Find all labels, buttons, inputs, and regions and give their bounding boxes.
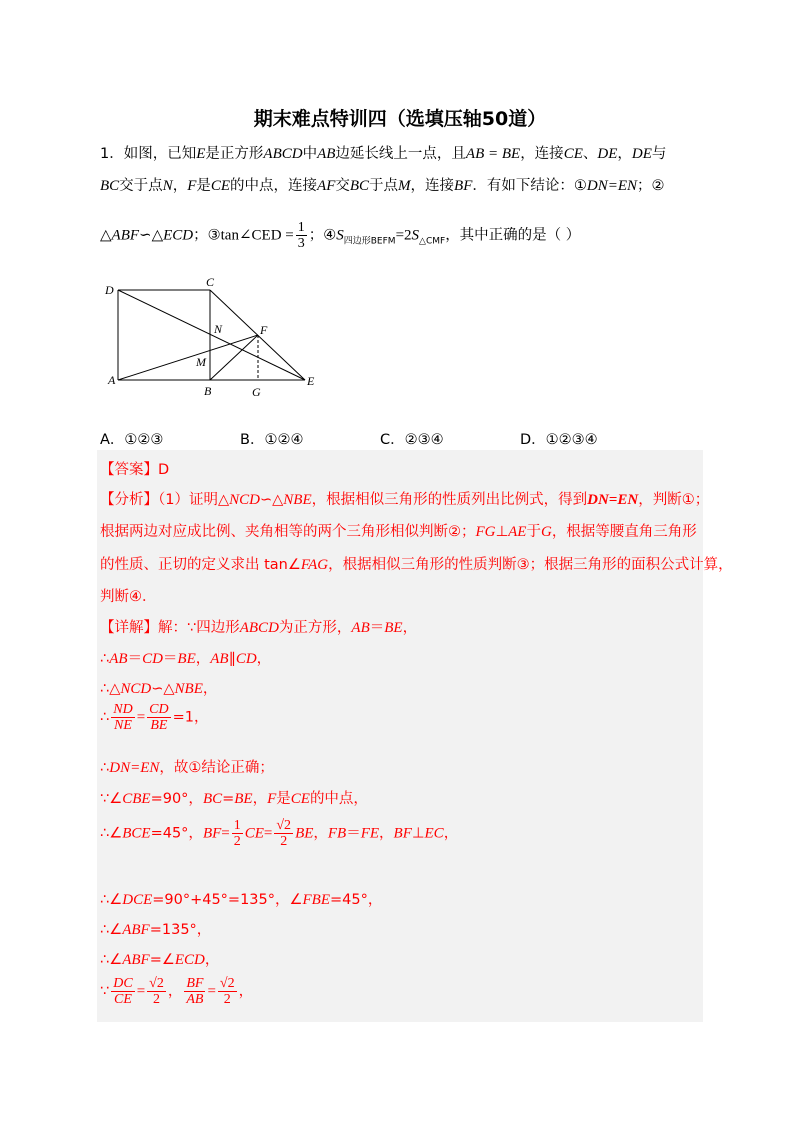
label-f: F bbox=[260, 323, 268, 337]
analysis-line-1: 【分析】（1）证明△NCD∽△NBE，根据相似三角形的性质列出比例式，得到DN=EN，判断①； bbox=[100, 492, 710, 508]
segment-de bbox=[118, 290, 305, 380]
detail-line-5: ∴DN=EN，故①结论正确； bbox=[100, 760, 274, 776]
fraction-one-third: $\frac{1}{3}$ bbox=[297, 220, 305, 251]
detail-line-9: ∴∠ABF=135°， bbox=[100, 922, 212, 938]
detail-line-11: ∵ $\frac{DC}{CE}$ = $\frac{√2}{2}$ ， $\frac{BF}{AB}$ = $\frac{√2}{2}$ ， bbox=[100, 976, 254, 1007]
detail-line-1: 【详解】解：∵四边形ABCD为正方形，AB＝BE， bbox=[100, 620, 418, 636]
option-c: C．②③④ bbox=[380, 432, 444, 448]
option-d: D．①②③④ bbox=[520, 432, 598, 448]
detail-line-8: ∴∠DCE=90°+45°=135°，∠FBE=45°， bbox=[100, 892, 383, 908]
question-line-2: BC交于点N，F是CE的中点，连接AF交BC于点M，连接BF．有如下结论：①DN=EN；② bbox=[100, 178, 665, 194]
fraction-cd-be: $\frac{CD}{BE}$ bbox=[149, 702, 169, 733]
question-line-3: △ABF∽△ECD；③tan∠CED = $\frac{1}{3}$ ；$④S_{四边形BEFM}=2S_{\triangle CMF}$，其中正确的是（ ） bbox=[100, 220, 581, 251]
analysis-line-2: 根据两边对应成比例、夹角相等的两个三角形相似判断②；FG⊥AE于G，根据等腰直角三角形 bbox=[100, 524, 697, 540]
segment-af bbox=[118, 335, 258, 380]
fraction-one-half: $\frac{1}{2}$ bbox=[233, 818, 241, 849]
label-d: D bbox=[105, 283, 114, 297]
fraction-root2-over-2-a: $\frac{√2}{2}$ bbox=[149, 976, 164, 1007]
fraction-root2-over-2: $\frac{√2}{2}$ bbox=[276, 818, 292, 849]
question-line-1: 1．如图，已知E是正方形ABCD中AB边延长线上一点，且AB = BE，连接CE、DE，DE与 bbox=[100, 146, 667, 162]
geometry-figure bbox=[100, 272, 340, 406]
detail-line-6: ∵∠CBE=90°，BC=BE，F是CE的中点， bbox=[100, 791, 368, 807]
detail-line-7: ∴∠BCE=45°，BF= $\frac{1}{2}$ CE= $\frac{√2}{2}$ BE，FB＝FE，BF⊥EC， bbox=[100, 818, 459, 849]
fraction-root2-over-2-b: $\frac{√2}{2}$ bbox=[219, 976, 235, 1007]
label-a: A bbox=[108, 373, 116, 387]
label-g: G bbox=[252, 385, 261, 399]
detail-line-10: ∴∠ABF=∠ECD， bbox=[100, 952, 220, 968]
fraction-dc-ce: $\frac{DC}{CE}$ bbox=[113, 976, 133, 1007]
fraction-bf-ab: $\frac{BF}{AB}$ bbox=[186, 976, 204, 1007]
answer-line: 【答案】D bbox=[100, 462, 170, 478]
detail-line-3: ∴△NCD∽△NBE， bbox=[100, 681, 218, 697]
analysis-line-3: 的性质、正切的定义求出 tan∠FAG，根据相似三角形的性质判断③；根据三角形的面积公式计算， bbox=[100, 557, 733, 573]
segment-bf bbox=[210, 335, 258, 380]
label-e: E bbox=[307, 374, 315, 388]
detail-line-4: ∴ $\frac{ND}{NE}$ = $\frac{CD}{BE}$ =1， bbox=[100, 702, 209, 733]
label-c: C bbox=[206, 275, 215, 289]
detail-line-2: ∴AB＝CD＝BE，AB∥CD， bbox=[100, 651, 272, 667]
geometry-diagram bbox=[100, 272, 340, 402]
option-a: A．①②③ bbox=[100, 432, 164, 448]
analysis-line-4: 判断④． bbox=[100, 589, 157, 605]
label-b: B bbox=[204, 384, 212, 398]
option-b: B．①②④ bbox=[240, 432, 304, 448]
page-title: 期末难点特训四（选填压轴50道） bbox=[253, 108, 547, 130]
label-m: M bbox=[196, 355, 206, 369]
fraction-nd-ne: $\frac{ND}{NE}$ bbox=[113, 702, 133, 733]
label-n: N bbox=[214, 322, 223, 336]
